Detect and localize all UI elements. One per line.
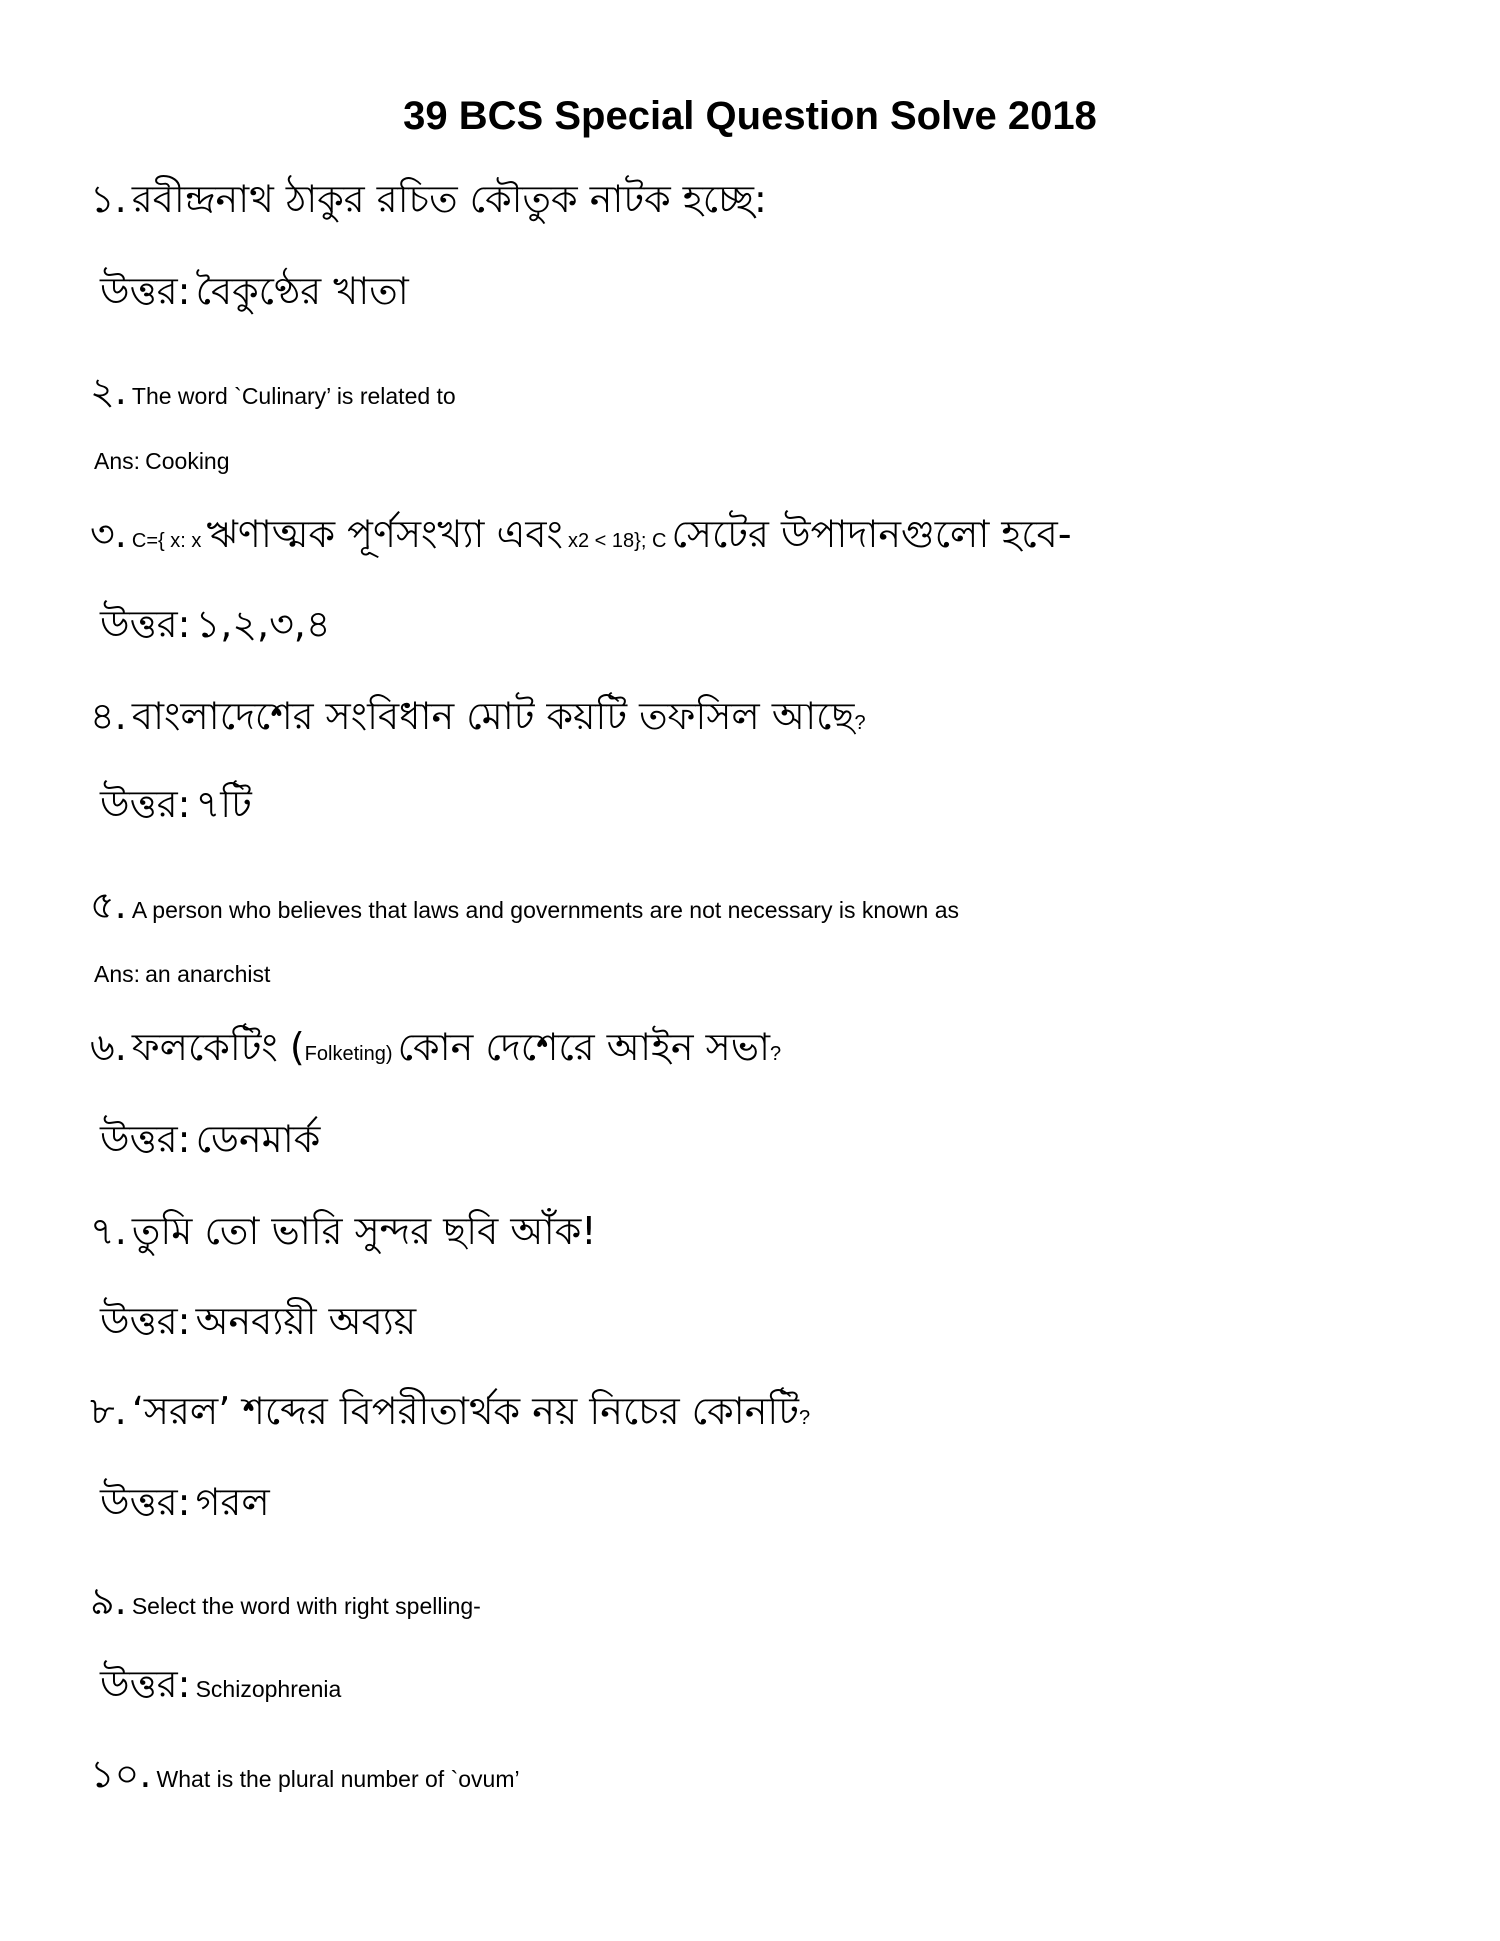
answer-text: ৭টি [195, 782, 252, 826]
answer-5 [94, 963, 270, 986]
question-number: ২. [90, 369, 127, 413]
question-text-part: ঋণাত্মক পূর্ণসংখ্যা এবং [206, 512, 563, 556]
answer-prefix: উত্তর: [100, 782, 191, 826]
question-text: তুমি তো ভারি সুন্দর ছবি আঁক! [131, 1209, 597, 1253]
answer-text: Cooking [145, 448, 230, 474]
question-text-part: কোন দেশেরে আইন সভা [397, 1025, 771, 1069]
answer-6 [100, 1117, 321, 1161]
answer-8 [100, 1480, 270, 1524]
question-number: ৭. [90, 1209, 127, 1253]
answer-text: বৈকুণ্ঠের খাতা [195, 269, 409, 313]
answer-text: ১,২,৩,৪ [195, 602, 331, 646]
question-text-part: x2 < 18}; C [568, 530, 667, 552]
question-3 [90, 512, 1072, 556]
question-number: ৮. [90, 1389, 127, 1433]
question-text: রবীন্দ্রনাথ ঠাকুর রচিত কৌতুক নাটক হচ্ছে: [131, 177, 767, 221]
question-10 [90, 1752, 520, 1796]
question-text: ‘সরল’ শব্দের বিপরীতার্থক নয় নিচের কোনটি [131, 1389, 799, 1433]
question-6 [90, 1025, 782, 1069]
question-number: ৯. [90, 1579, 127, 1623]
answer-3 [100, 602, 331, 646]
question-8 [90, 1389, 811, 1433]
question-number: ৪. [90, 694, 127, 738]
question-number: ১০. [90, 1752, 152, 1796]
answer-9 [100, 1662, 342, 1706]
question-text: Select the word with right spelling- [131, 1593, 481, 1619]
answer-text: Schizophrenia [195, 1676, 342, 1702]
question-text: A person who believes that laws and governments are not necessary is known as [131, 897, 960, 923]
question-2 [90, 369, 456, 413]
answer-text: গরল [195, 1480, 270, 1524]
question-4 [90, 694, 866, 738]
question-text: The word `Culinary’ is related to [131, 383, 456, 409]
answer-prefix: Ans: [94, 961, 141, 987]
answer-prefix: উত্তর: [100, 602, 191, 646]
question-mark: ? [770, 1043, 782, 1065]
page-title: 39 BCS Special Question Solve 2018 [403, 94, 1097, 138]
question-text: What is the plural number of `ovum’ [156, 1766, 520, 1792]
question-5 [90, 883, 960, 927]
answer-text: ডেনমার্ক [195, 1117, 321, 1161]
answer-prefix: উত্তর: [100, 1480, 191, 1524]
answer-4 [100, 782, 252, 826]
question-text-part: সেটের উপাদানগুলো হবে- [671, 512, 1072, 556]
question-text: বাংলাদেশের সংবিধান মোট কয়টি তফসিল আছে [131, 694, 855, 738]
question-text-part: ফলকেটিং ( [131, 1025, 305, 1069]
question-number: ৬. [90, 1025, 127, 1069]
answer-prefix: Ans: [94, 448, 141, 474]
answer-prefix: উত্তর: [100, 1117, 191, 1161]
question-mark: ? [854, 712, 866, 734]
answer-1 [100, 269, 409, 313]
question-7 [90, 1209, 597, 1253]
question-number: ৫. [90, 883, 127, 927]
answer-prefix: উত্তর: [100, 269, 191, 313]
answer-2 [94, 450, 230, 473]
question-number: ৩. [90, 512, 127, 556]
question-9 [90, 1579, 481, 1623]
answer-prefix: উত্তর: [100, 1299, 191, 1343]
answer-text: অনব্যয়ী অব্যয় [195, 1299, 417, 1343]
question-text-part: Folketing) [304, 1043, 393, 1065]
question-mark: ? [798, 1407, 811, 1429]
question-text-part: C={ x: x [131, 530, 202, 552]
question-number: ১. [90, 177, 127, 221]
answer-prefix: উত্তর: [100, 1662, 191, 1706]
question-1 [90, 177, 767, 221]
answer-7 [100, 1299, 417, 1343]
answer-text: an anarchist [145, 961, 271, 987]
